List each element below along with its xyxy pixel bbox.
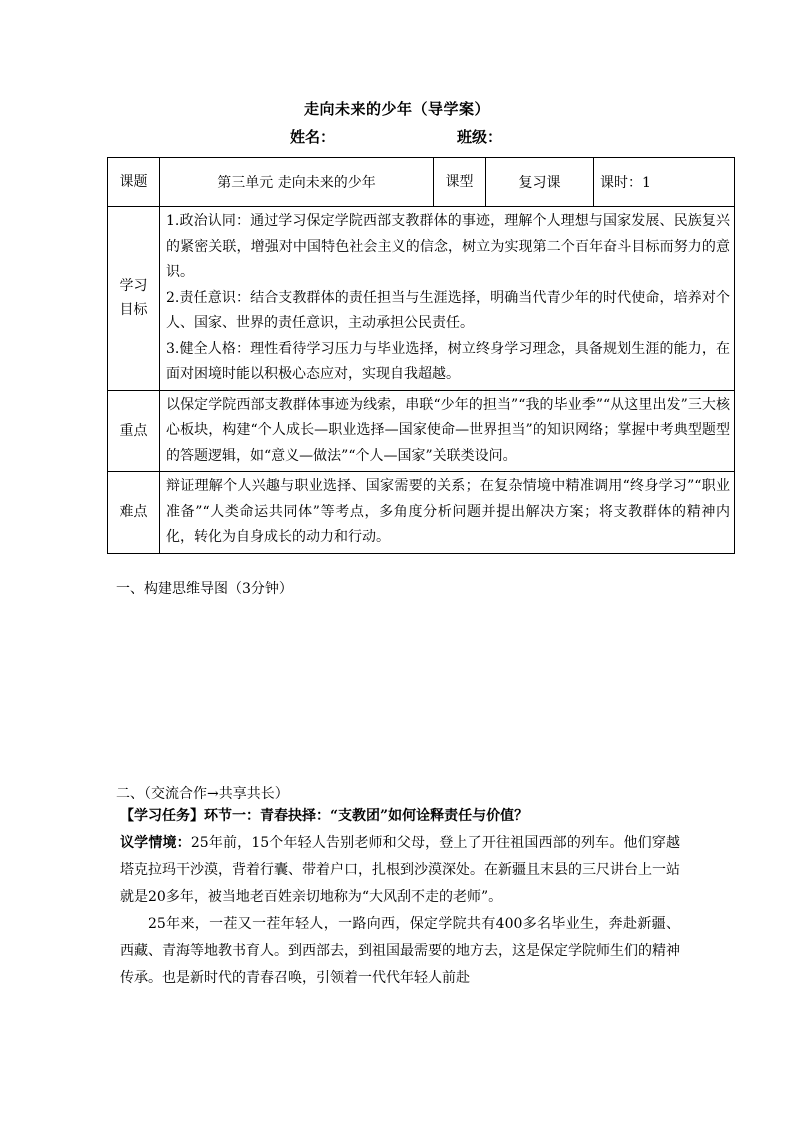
goals-cell: [160, 207, 735, 391]
topic-value: 第三单元 走向未来的少年: [160, 158, 434, 207]
goals-label: [108, 207, 160, 391]
table-row: [108, 158, 735, 207]
situation-label: 议学情境：: [120, 835, 191, 851]
lesson-info-table: [107, 157, 735, 554]
name-label: 姓名：: [290, 128, 336, 146]
key-text: 以保定学院西部支教群体事迹为线索，串联“少年的担当”“我的毕业季”“从这里出发”三大核心板块，构建“个人成长—职业选择—国家使命—世界担当”的知识网络；掌握中考典型题型的答题逻辑，如“意义—做法”“个人—国家”关联类设问。: [160, 390, 735, 472]
task-prefix: 【学习任务】: [120, 808, 204, 824]
section-cooperation: 二、（交流合作→共享共长）: [116, 786, 289, 802]
table-row: [108, 472, 735, 554]
class-hours: 课时：1: [594, 158, 735, 207]
task-heading: [120, 803, 680, 830]
table-row: [108, 207, 735, 391]
document-title: 走向未来的少年（导学案）: [303, 100, 490, 118]
topic-label: 课题: [108, 158, 160, 207]
key-label: 重点: [108, 390, 160, 472]
table-row: [108, 390, 735, 472]
goal-item: 1.政治认同：通过学习保定学院西部支教群体的事迹，理解个人理想与国家发展、民族复兴的紧密关联，增强对中国特色社会主义的信念，树立为实现第二个百年奋斗目标而努力的意识。: [166, 213, 730, 280]
goals-label-line2: 目标: [119, 302, 148, 319]
difficulty-text: 辩证理解个人兴趣与职业选择、国家需要的关系；在复杂情境中精准调用“终身学习”“职业准备”“人类命运共同体”等考点，多角度分析问题并提出解决方案；将支教群体的精神内化，转化为自身成长的动力和行动。: [160, 472, 735, 554]
goal-item: 3.健全人格：理性看待学习压力与毕业选择，树立终身学习理念，具备规划生涯的能力，在面对困境时能以积极心态应对，实现自我超越。: [166, 340, 730, 382]
situation-para1: 25年前，15个年轻人告别老师和父母，登上了开往祖国西部的列车。他们穿越塔克拉玛干沙漠，背着行囊、带着户口，扎根到沙漠深处。在新疆且末县的三尺讲台上一站就是20多年，被当地老百姓亲切地称为“大风刮不走的老师”。: [120, 835, 680, 905]
type-value: 复习课: [486, 158, 594, 207]
type-label: 课型: [434, 158, 486, 207]
section-mind-map: 一、构建思维导图（3分钟）: [116, 581, 293, 597]
task-text: 环节一：青春抉择：“支教团”如何诠释责任与价值？: [204, 808, 529, 824]
difficulty-label: 难点: [108, 472, 160, 554]
goal-item: 2.责任意识：结合支教群体的责任担当与生涯选择，明确当代青少年的时代使命，培养对个人、国家、世界的责任意识，主动承担公民责任。: [166, 289, 730, 331]
situation-para2: 25年来，一茬又一茬年轻人，一路向西，保定学院共有400多名毕业生，奔赴新疆、西藏、青海等地教书育人。到西部去，到祖国最需要的地方去，这是保定学院师生们的精神传承。也是新时代的青春召唤，引领着一代代年轻人前赴: [120, 916, 680, 986]
situation-block: [120, 830, 680, 992]
goals-label-line1: 学习: [119, 278, 148, 295]
class-label: 班级：: [457, 128, 503, 146]
